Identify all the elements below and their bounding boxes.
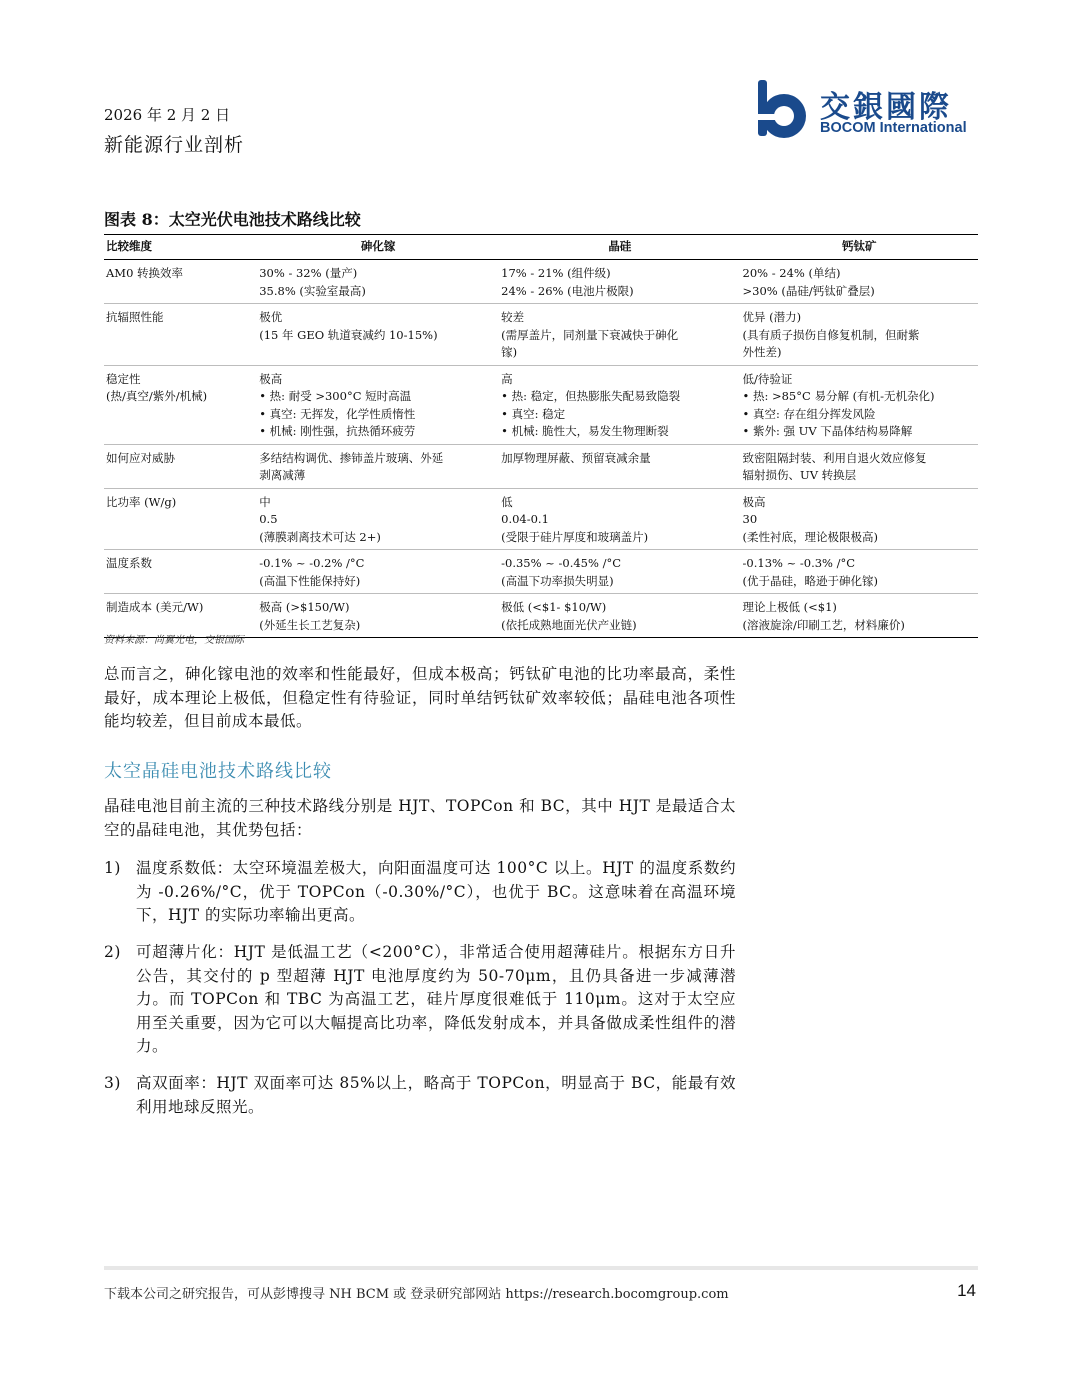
cell-line: 较差	[501, 310, 525, 324]
table-cell	[257, 550, 499, 594]
cell-line: (具有质子损伤自修复机制，但耐紫	[742, 327, 920, 342]
footer-divider	[104, 1266, 978, 1270]
cell-line: • 紫外: 强 UV 下晶体结构易降解	[742, 424, 913, 438]
cell-line: 30% - 32% (量产)	[259, 266, 358, 280]
cell-line: (溶液旋涂/印刷工艺，材料廉价)	[742, 617, 905, 632]
cell-line: 低	[501, 494, 513, 509]
table-cell	[499, 260, 740, 304]
table-row	[104, 260, 978, 304]
row-label-cell	[104, 365, 257, 444]
figure-source: 资料来源：尚翼光电，交银国际	[104, 635, 244, 646]
cell-line: 高	[501, 371, 513, 386]
comparison-table	[104, 234, 978, 638]
cell-line: (依托成熟地面光伏产业链)	[501, 617, 637, 632]
table-cell	[257, 594, 499, 638]
table-cell	[257, 260, 499, 304]
cell-line: 35.8% (实验室最高)	[259, 283, 366, 298]
cell-line: 抗辐照性能	[106, 310, 164, 324]
cell-line: 辐射损伤、UV 转换层	[742, 468, 857, 482]
cell-line: (受限于硅片厚度和玻璃盖片)	[501, 529, 649, 544]
cell-line: 0.5	[259, 512, 278, 526]
table-cell	[499, 365, 740, 444]
cell-line: 20% - 24% (单结)	[742, 266, 841, 280]
cell-line: 制造成本 (美元/W)	[106, 600, 204, 614]
bocom-logo	[754, 78, 980, 142]
bocom-logo-icon	[754, 78, 814, 142]
summary-paragraph: 总而言之，砷化镓电池的效率和性能最好，但成本极高；钙钛矿电池的比功率最高，柔性最好，成本理论上极低，但稳定性有待验证，同时单结钙钛矿效率较低；晶硅电池各项性能均较差，但目前成本最低。	[104, 665, 736, 730]
cell-line: • 真空: 无挥发，化学性质惰性	[259, 406, 416, 421]
table-body	[104, 260, 978, 638]
cell-line: 0.04-0.1	[501, 512, 549, 526]
cell-line: >30% (晶硅/钙钛矿叠层)	[742, 283, 875, 298]
cell-line: 比功率 (W/g)	[106, 494, 177, 509]
table-row	[104, 444, 978, 488]
cell-line: 极优	[259, 310, 283, 324]
cell-line: • 热: >85°C 易分解 (有机-无机杂化)	[742, 389, 935, 403]
table-row	[104, 488, 978, 550]
list-number: 2)	[104, 943, 121, 961]
cell-line: • 热: 稳定，但热膨胀失配易致隐裂	[501, 389, 681, 403]
cell-line: (柔性衬底，理论极限极高)	[742, 529, 878, 544]
cell-line: (优于晶硅，略逊于砷化镓)	[742, 573, 878, 588]
table-cell	[499, 594, 740, 638]
cell-line: • 真空: 存在组分挥发风险	[742, 406, 876, 421]
list-text: 温度系数低：太空环境温差极大，向阳面温度可达 100°C 以上。HJT 的温度系数约为 -0.26%/°C，优于 TOPCon（-0.30%/°C），也优于 BC。这意味着在高温环境下，HJT 的实际功率输出更高。	[136, 859, 736, 924]
cell-line: (15 年 GEO 轨道衰减约 10-15%)	[259, 327, 438, 342]
page-number: 14	[957, 1281, 976, 1300]
cell-line: 极低 (<$1- $10/W)	[501, 600, 607, 614]
cell-line: • 真空: 稳定	[501, 406, 566, 421]
list-number: 1)	[104, 859, 121, 877]
table-cell	[499, 304, 740, 366]
cell-line: (外延生长工艺复杂)	[259, 617, 361, 632]
row-label-cell	[104, 444, 257, 488]
row-label-cell	[104, 260, 257, 304]
row-label-cell	[104, 550, 257, 594]
column-header: 晶硅	[499, 235, 740, 260]
cell-line: (薄膜剥离技术可达 2+)	[259, 529, 381, 544]
cell-line: -0.1% ~ -0.2% /°C	[259, 556, 365, 570]
row-label-cell	[104, 488, 257, 550]
logo-chinese-name: 交銀國際	[820, 90, 952, 125]
table-row	[104, 365, 978, 444]
cell-line: 温度系数	[106, 556, 152, 570]
cell-line: 17% - 21% (组件级)	[501, 266, 611, 280]
table-cell	[741, 594, 978, 638]
cell-line: (需厚盖片，同剂量下衰减快于砷化	[501, 327, 679, 342]
table-header-row	[104, 235, 978, 260]
cell-line: (高温下功率损失明显)	[501, 573, 614, 588]
table-cell	[257, 488, 499, 550]
table-cell	[499, 444, 740, 488]
cell-line: 30	[742, 512, 758, 526]
row-label-cell	[104, 304, 257, 366]
intro-paragraph: 晶硅电池目前主流的三种技术路线分别是 HJT、TOPCon 和 BC，其中 HJT 是最适合太空的晶硅电池，其优势包括：	[104, 797, 736, 839]
cell-line: 极高	[259, 371, 283, 386]
table-cell	[741, 550, 978, 594]
cell-line: 优异 (潜力)	[742, 310, 802, 324]
list-text: 可超薄片化：HJT 是低温工艺（<200°C），非常适合使用超薄硅片。根据东方日升公告，其交付的 p 型超薄 HJT 电池厚度约为 50-70μm，且仍具备进一步减薄潜力。而 TOPCon 和 TBC 为高温工艺，硅片厚度很难低于 110μm。这对于太空应用至关重要，因为它可以大幅提高比功率，降低发射成本，并具备做成柔性组件的潜力。	[136, 943, 736, 1055]
cell-line: 低/待验证	[742, 371, 793, 386]
cell-line: (高温下性能保持好)	[259, 573, 361, 588]
cell-line: • 机械: 刚性强，抗热循环疲劳	[259, 424, 416, 438]
cell-line: 稳定性	[106, 371, 141, 386]
section-heading: 太空晶硅电池技术路线比较	[104, 761, 332, 782]
cell-line: 多结结构调优、掺铈盖片玻璃、外延	[259, 450, 444, 465]
cell-line: 致密阻隔封装、利用自退火效应修复	[742, 450, 927, 465]
table-cell	[741, 304, 978, 366]
report-title: 新能源行业剖析	[104, 134, 245, 156]
cell-line: • 机械: 脆性大，易发生物理断裂	[501, 424, 669, 438]
cell-line: 中	[259, 494, 271, 509]
logo-english-name: BOCOM International	[820, 120, 967, 136]
footer-disclaimer: 下载本公司之研究报告，可从彭博搜寻 NH BCM 或 登录研究部网站 https://research.bocomgroup.com	[104, 1287, 729, 1302]
table-cell	[257, 304, 499, 366]
report-date: 2026 年 2 月 2 日	[104, 106, 231, 124]
column-header: 钙钛矿	[741, 235, 978, 260]
table-row	[104, 550, 978, 594]
cell-line: -0.35% ~ -0.45% /°C	[501, 556, 621, 570]
cell-line: (热/真空/紫外/机械)	[106, 389, 208, 403]
table-row	[104, 304, 978, 366]
table-cell	[257, 365, 499, 444]
cell-line: 镓)	[501, 345, 518, 359]
cell-line: 24% - 26% (电池片极限)	[501, 283, 634, 298]
table-cell	[741, 488, 978, 550]
figure-title: 图表 8：太空光伏电池技术路线比较	[104, 210, 361, 229]
cell-line: AM0 转换效率	[106, 266, 184, 280]
cell-line: -0.13% ~ -0.3% /°C	[742, 556, 856, 570]
cell-line: 剥离减薄	[259, 468, 306, 482]
list-number: 3)	[104, 1074, 121, 1092]
cell-line: 理论上极低 (<$1)	[742, 600, 837, 614]
table-cell	[741, 365, 978, 444]
cell-line: 外性差)	[742, 345, 782, 359]
cell-line: 极高 (>$150/W)	[259, 600, 350, 614]
table-cell	[257, 444, 499, 488]
cell-line: • 热: 耐受 >300°C 短时高温	[259, 389, 412, 403]
table-cell	[499, 488, 740, 550]
cell-line: 加厚物理屏蔽、预留衰减余量	[501, 450, 651, 465]
cell-line: 极高	[742, 494, 766, 509]
column-header: 比较维度	[104, 235, 257, 260]
list-text: 高双面率：HJT 双面率可达 85%以上，略高于 TOPCon，明显高于 BC，能最有效利用地球反照光。	[136, 1074, 736, 1116]
column-header: 砷化镓	[257, 235, 499, 260]
table-cell	[741, 444, 978, 488]
table-cell	[499, 550, 740, 594]
cell-line: 如何应对威胁	[106, 450, 175, 465]
table-cell	[741, 260, 978, 304]
